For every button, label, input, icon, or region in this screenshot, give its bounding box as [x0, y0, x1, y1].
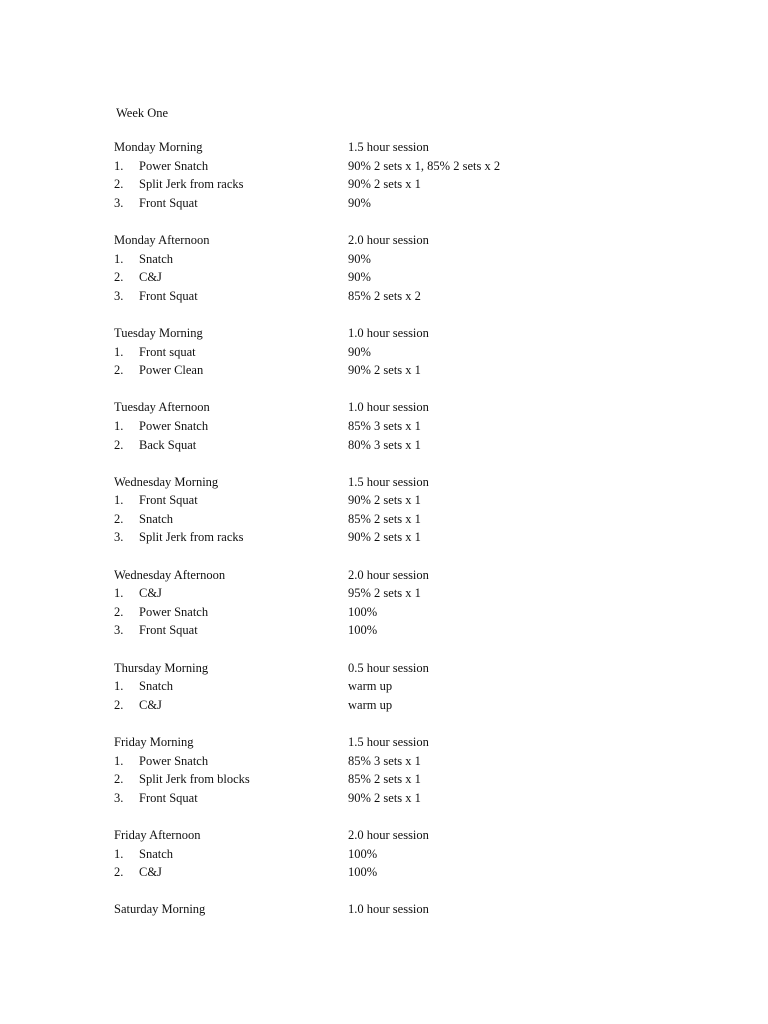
session-name: Wednesday Morning — [114, 474, 219, 489]
exercise-detail: 90% — [348, 270, 371, 285]
exercise-number: 1. — [114, 679, 124, 694]
exercise-row — [114, 528, 734, 547]
session-name: Tuesday Morning — [114, 325, 203, 340]
session-header — [114, 231, 734, 250]
exercise-name: Snatch — [139, 251, 174, 266]
session-header — [114, 900, 734, 919]
exercise-detail: 95% 2 sets x 1 — [348, 586, 421, 601]
exercise-row — [114, 863, 734, 882]
session-block — [114, 659, 734, 715]
exercise-number: 2. — [114, 363, 124, 378]
exercise-name: Snatch — [139, 679, 174, 694]
exercise-number: 3. — [114, 790, 124, 805]
exercise-row — [114, 603, 734, 622]
exercise-name: C&J — [139, 865, 162, 880]
exercise-detail: 90% 2 sets x 1 — [348, 530, 421, 545]
session-name: Monday Morning — [114, 140, 203, 154]
session-header — [114, 324, 734, 343]
exercise-number: 2. — [114, 865, 124, 880]
session-duration: 1.5 hour session — [348, 140, 429, 154]
exercise-detail: 85% 3 sets x 1 — [348, 418, 421, 433]
exercise-name: C&J — [139, 586, 162, 601]
exercise-number: 1. — [114, 158, 124, 173]
exercise-row — [114, 343, 734, 362]
session-name: Saturday Morning — [114, 902, 206, 917]
exercise-number: 3. — [114, 530, 124, 545]
exercise-number: 1. — [114, 846, 124, 861]
exercise-number: 1. — [114, 753, 124, 768]
exercise-number: 2. — [114, 772, 124, 787]
exercise-name: Snatch — [139, 511, 174, 526]
session-block — [114, 900, 734, 919]
session-duration: 1.5 hour session — [348, 474, 429, 489]
exercise-row — [114, 789, 734, 808]
session-header — [114, 659, 734, 678]
session-header — [114, 566, 734, 585]
exercise-detail: 85% 2 sets x 2 — [348, 288, 421, 303]
session-block — [114, 231, 734, 305]
exercise-number: 2. — [114, 270, 124, 285]
exercise-number: 2. — [114, 604, 124, 619]
exercise-name: Front Squat — [139, 790, 198, 805]
session-duration: 2.0 hour session — [348, 567, 429, 582]
session-header — [114, 473, 734, 492]
exercise-number: 1. — [114, 418, 124, 433]
exercise-number: 2. — [114, 437, 124, 452]
exercise-row — [114, 696, 734, 715]
session-name: Tuesday Afternoon — [114, 400, 210, 415]
exercise-row — [114, 491, 734, 510]
exercise-row — [114, 584, 734, 603]
exercise-number: 1. — [114, 493, 124, 508]
exercise-name: Split Jerk from blocks — [139, 772, 250, 787]
exercise-detail: 90% 2 sets x 1 — [348, 363, 421, 378]
exercise-detail: 80% 3 sets x 1 — [348, 437, 421, 452]
exercise-detail: 90% 2 sets x 1 — [348, 790, 421, 805]
exercise-number: 3. — [114, 288, 124, 303]
exercise-detail: 90% 2 sets x 1 — [348, 493, 421, 508]
exercise-row — [114, 677, 734, 696]
exercise-name: Front Squat — [139, 623, 198, 638]
exercise-row — [114, 250, 734, 269]
exercise-row — [114, 510, 734, 529]
exercise-name: Power Clean — [139, 363, 204, 378]
session-name: Thursday Morning — [114, 660, 209, 675]
exercise-row — [114, 157, 734, 176]
session-name: Wednesday Afternoon — [114, 567, 226, 582]
exercise-row — [114, 621, 734, 640]
exercise-number: 1. — [114, 344, 124, 359]
exercise-name: Power Snatch — [139, 604, 209, 619]
session-block — [114, 566, 734, 640]
exercise-row — [114, 752, 734, 771]
week-title: Week One — [116, 106, 169, 120]
exercise-detail: 85% 2 sets x 1 — [348, 511, 421, 526]
session-block — [114, 733, 734, 807]
exercise-number: 2. — [114, 697, 124, 712]
exercise-row — [114, 287, 734, 306]
exercise-detail: 90% — [348, 195, 371, 210]
exercise-detail: 100% — [348, 865, 378, 880]
session-block — [114, 398, 734, 454]
exercise-name: Back Squat — [139, 437, 197, 452]
session-header — [114, 733, 734, 752]
exercise-name: Front Squat — [139, 288, 198, 303]
exercise-detail: 90% — [348, 251, 371, 266]
exercise-name: Snatch — [139, 846, 174, 861]
exercise-name: Front Squat — [139, 493, 198, 508]
exercise-name: Split Jerk from racks — [139, 530, 244, 545]
exercise-detail: warm up — [348, 697, 393, 712]
session-duration: 2.0 hour session — [348, 827, 429, 842]
exercise-name: Split Jerk from racks — [139, 177, 244, 192]
exercise-row — [114, 770, 734, 789]
session-header — [114, 398, 734, 417]
exercise-detail: 85% 2 sets x 1 — [348, 772, 421, 787]
exercise-detail: warm up — [348, 679, 393, 694]
exercise-row — [114, 845, 734, 864]
exercise-row — [114, 175, 734, 194]
session-list — [114, 138, 734, 938]
exercise-detail: 100% — [348, 604, 378, 619]
exercise-number: 2. — [114, 177, 124, 192]
exercise-name: Front squat — [139, 344, 196, 359]
session-name: Friday Afternoon — [114, 827, 201, 842]
session-duration: 0.5 hour session — [348, 660, 429, 675]
exercise-name: Front Squat — [139, 195, 198, 210]
session-header — [114, 138, 734, 157]
session-header — [114, 826, 734, 845]
session-duration: 2.0 hour session — [348, 232, 429, 247]
session-duration: 1.0 hour session — [348, 400, 429, 415]
exercise-row — [114, 268, 734, 287]
exercise-detail: 90% 2 sets x 1 — [348, 177, 421, 192]
session-duration: 1.5 hour session — [348, 735, 429, 749]
session-block — [114, 826, 734, 882]
exercise-name: Power Snatch — [139, 753, 209, 768]
exercise-name: C&J — [139, 270, 162, 285]
session-duration: 1.0 hour session — [348, 902, 429, 917]
session-duration: 1.0 hour session — [348, 325, 429, 340]
exercise-number: 1. — [114, 251, 124, 266]
exercise-number: 3. — [114, 623, 124, 638]
exercise-detail: 100% — [348, 846, 378, 861]
exercise-name: Power Snatch — [139, 418, 209, 433]
session-name: Monday Afternoon — [114, 232, 210, 247]
exercise-detail: 85% 3 sets x 1 — [348, 753, 421, 768]
exercise-name: C&J — [139, 697, 162, 712]
session-block — [114, 138, 734, 212]
session-block — [114, 473, 734, 547]
exercise-name: Power Snatch — [139, 158, 209, 173]
exercise-detail: 100% — [348, 623, 378, 638]
exercise-number: 2. — [114, 511, 124, 526]
session-block — [114, 324, 734, 380]
exercise-row — [114, 194, 734, 213]
exercise-detail: 90% — [348, 344, 371, 359]
exercise-row — [114, 417, 734, 436]
exercise-row — [114, 436, 734, 455]
exercise-detail: 90% 2 sets x 1, 85% 2 sets x 2 — [348, 158, 501, 173]
exercise-number: 3. — [114, 195, 124, 210]
session-name: Friday Morning — [114, 735, 194, 749]
exercise-number: 1. — [114, 586, 124, 601]
exercise-row — [114, 361, 734, 380]
